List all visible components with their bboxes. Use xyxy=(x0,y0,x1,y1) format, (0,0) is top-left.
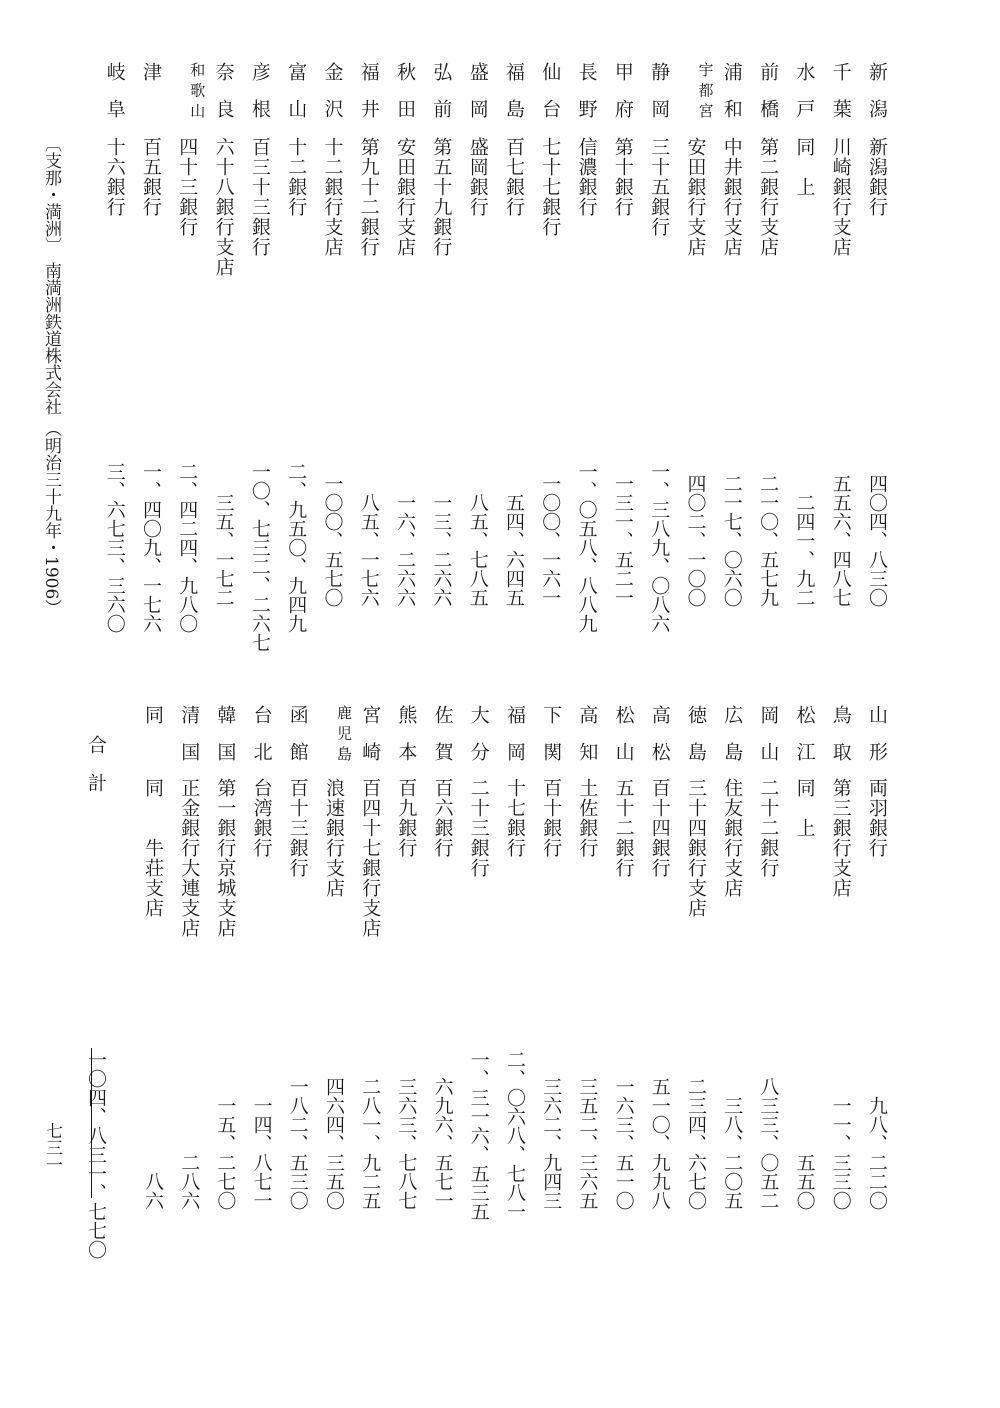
right-city: 高知 xyxy=(576,705,599,761)
left-bank: 信濃銀行 xyxy=(575,137,598,217)
right-bank: 二十三銀行 xyxy=(467,778,490,878)
left-bank: 十六銀行 xyxy=(103,137,126,217)
right-amount: 一五、二七〇 xyxy=(214,1096,237,1210)
left-amount: 一〇〇、五七〇 xyxy=(321,474,344,607)
right-amount: 二、〇六八、七八一 xyxy=(504,1050,526,1221)
left-amount: 一、三八九、〇八六 xyxy=(648,462,671,633)
left-bank: 安田銀行支店 xyxy=(684,137,707,257)
left-bank: 四十三銀行 xyxy=(176,137,199,237)
right-city: 山形 xyxy=(866,705,888,761)
right-bank: 第一銀行京城支店 xyxy=(214,778,237,938)
right-bank: 台湾銀行 xyxy=(250,778,273,858)
left-city: 福島 xyxy=(503,62,525,118)
right-bank: 同 牛荘支店 xyxy=(142,778,164,918)
left-city: 和歌山 xyxy=(188,62,207,118)
right-bank: 土佐銀行 xyxy=(576,778,599,858)
left-amount: 二、九五〇、九四九 xyxy=(285,462,308,633)
left-bank: 第九十二銀行 xyxy=(357,137,380,257)
left-bank: 三十五銀行 xyxy=(648,137,671,237)
right-city: 韓国 xyxy=(214,705,237,761)
era-label: （明治三十九年・1906） xyxy=(41,420,61,617)
left-amount: 二四一、九二 xyxy=(793,493,816,607)
right-bank: 同 上 xyxy=(793,778,816,838)
right-amount: 二三四、六七〇 xyxy=(685,1077,707,1210)
right-city: 広島 xyxy=(721,705,744,761)
left-bank: 七十七銀行 xyxy=(539,137,562,237)
left-bank: 六十八銀行支店 xyxy=(212,137,235,277)
right-bank: 百十四銀行 xyxy=(648,778,671,878)
right-city: 鳥取 xyxy=(829,705,852,761)
right-bank: 二十二銀行 xyxy=(757,778,780,878)
left-city: 彦根 xyxy=(248,62,271,118)
right-bank: 五十二銀行 xyxy=(612,778,635,878)
left-city: 宇都宮 xyxy=(696,62,715,118)
left-amount: 二、四二四、九八〇 xyxy=(176,462,199,633)
left-bank: 盛岡銀行 xyxy=(466,137,489,217)
left-amount: 四〇二、一〇〇 xyxy=(684,474,707,607)
left-amount: 一、〇五八、八八九 xyxy=(575,462,598,633)
right-city: 台北 xyxy=(250,705,273,761)
left-city: 静岡 xyxy=(648,62,671,118)
right-city: 岡山 xyxy=(757,705,780,761)
right-city: 松江 xyxy=(793,705,816,761)
company-name: 南満洲鉄道株式会社 xyxy=(41,262,61,415)
left-city: 盛岡 xyxy=(466,62,489,118)
right-city: 同 xyxy=(142,705,164,724)
right-amount: 二八六 xyxy=(178,1153,201,1210)
left-city: 千葉 xyxy=(829,62,852,118)
left-city: 水戸 xyxy=(793,62,816,118)
left-bank: 第十銀行 xyxy=(611,137,634,217)
left-city: 秋田 xyxy=(394,62,417,118)
right-bank: 百十三銀行 xyxy=(286,778,309,878)
right-city: 高松 xyxy=(648,705,671,761)
left-bank: 第五十九銀行 xyxy=(430,137,453,257)
right-bank: 正金銀行大連支店 xyxy=(178,778,201,938)
left-bank: 百五銀行 xyxy=(140,137,162,217)
right-bank: 百九銀行 xyxy=(395,778,418,858)
left-amount: 五五六、四八七 xyxy=(829,474,852,607)
left-bank: 新潟銀行 xyxy=(866,137,888,217)
left-city: 前橋 xyxy=(757,62,780,118)
left-amount: 一六、二六六 xyxy=(394,493,417,607)
left-city: 奈良 xyxy=(212,62,235,118)
left-city: 甲府 xyxy=(611,62,634,118)
right-amount: 一八二、五三〇 xyxy=(286,1077,309,1210)
right-amount: 一、三一六、五三五 xyxy=(467,1050,490,1221)
left-amount: 一三一、五二一 xyxy=(611,474,634,607)
left-city: 富山 xyxy=(285,62,308,118)
right-amount: 三八、二〇五 xyxy=(721,1096,744,1210)
left-city: 仙台 xyxy=(539,62,562,118)
section-label: 〔支那・満洲〕 xyxy=(41,135,61,254)
right-amount: 三六二、九四三 xyxy=(540,1077,563,1210)
left-city: 岐阜 xyxy=(103,62,126,118)
right-city: 徳島 xyxy=(685,705,707,761)
left-amount: 八五、一七六 xyxy=(357,493,380,607)
right-amount: 六九六、五七一 xyxy=(431,1077,454,1210)
left-city: 新潟 xyxy=(866,62,888,118)
right-bank: 住友銀行支店 xyxy=(721,778,744,898)
right-amount: 八三三、〇五二 xyxy=(757,1077,780,1210)
left-bank: 同 上 xyxy=(793,137,816,197)
left-city: 浦和 xyxy=(720,62,743,118)
right-amount: 一一、三三〇 xyxy=(829,1096,852,1210)
right-city: 函館 xyxy=(286,705,309,761)
right-amount: 一四、八七一 xyxy=(250,1096,273,1210)
total-label: 合 計 xyxy=(85,735,107,792)
left-city: 津 xyxy=(140,62,162,81)
left-bank: 十二銀行支店 xyxy=(321,137,344,257)
total-amount: 一〇四、八三一、七七〇 xyxy=(85,1050,107,1259)
right-city: 熊本 xyxy=(395,705,418,761)
right-amount: 二八一、九二五 xyxy=(359,1077,382,1210)
right-amount: 四六四、三五〇 xyxy=(323,1077,345,1210)
left-amount: 三、六七三、三六〇 xyxy=(103,462,126,633)
right-bank: 百四十七銀行支店 xyxy=(359,778,382,938)
right-city: 下関 xyxy=(540,705,563,761)
right-city: 清国 xyxy=(178,705,201,761)
right-amount: 五五〇 xyxy=(793,1153,816,1210)
right-bank: 百六銀行 xyxy=(431,778,454,858)
left-amount: 四〇四、八三〇 xyxy=(866,474,888,607)
right-city: 佐賀 xyxy=(431,705,454,761)
left-city: 金沢 xyxy=(321,62,344,118)
left-amount: 五四、六四五 xyxy=(503,493,525,607)
right-bank: 三十四銀行支店 xyxy=(685,778,707,918)
right-bank: 第三銀行支店 xyxy=(829,778,852,898)
left-bank: 百三十三銀行 xyxy=(248,137,271,257)
right-bank: 十七銀行 xyxy=(504,778,526,858)
right-amount: 五一〇、九九八 xyxy=(648,1077,671,1210)
right-bank: 両羽銀行 xyxy=(866,778,888,858)
left-amount: 一、四〇九、一七六 xyxy=(140,462,162,633)
right-amount: 九八、二二〇 xyxy=(866,1096,888,1210)
right-city: 宮崎 xyxy=(359,705,382,761)
left-bank: 安田銀行支店 xyxy=(394,137,417,257)
right-amount: 一六三、五一〇 xyxy=(612,1077,635,1210)
left-amount: 八五、七八五 xyxy=(466,493,489,607)
page-number: 七三一 xyxy=(42,1122,62,1173)
left-city: 福井 xyxy=(357,62,380,118)
left-amount: 一〇〇、一六一 xyxy=(539,474,562,607)
left-amount: 二一七、〇六〇 xyxy=(720,474,743,607)
left-city: 長野 xyxy=(575,62,598,118)
left-amount: 一〇、七三二、二六七 xyxy=(248,462,271,652)
right-city: 福岡 xyxy=(504,705,526,761)
left-bank: 百七銀行 xyxy=(503,137,525,217)
right-city: 鹿児島 xyxy=(335,705,353,761)
left-amount: 三五、一七二 xyxy=(212,493,235,607)
left-bank: 中井銀行支店 xyxy=(720,137,743,257)
right-bank: 百十銀行 xyxy=(540,778,563,858)
right-bank: 浪速銀行支店 xyxy=(323,778,345,898)
left-bank: 第二銀行支店 xyxy=(757,137,780,257)
left-amount: 二一〇、五七九 xyxy=(757,474,780,607)
right-amount: 三六三、七八七 xyxy=(395,1077,418,1210)
left-amount: 一三、二六六 xyxy=(430,493,453,607)
right-city: 松山 xyxy=(612,705,635,761)
left-bank: 川崎銀行支店 xyxy=(829,137,852,257)
right-amount: 三五二、三六五 xyxy=(576,1077,599,1210)
right-amount: 八六 xyxy=(142,1172,164,1210)
right-city: 大分 xyxy=(467,705,490,761)
left-bank: 十二銀行 xyxy=(285,137,308,217)
left-city: 弘前 xyxy=(430,62,453,118)
